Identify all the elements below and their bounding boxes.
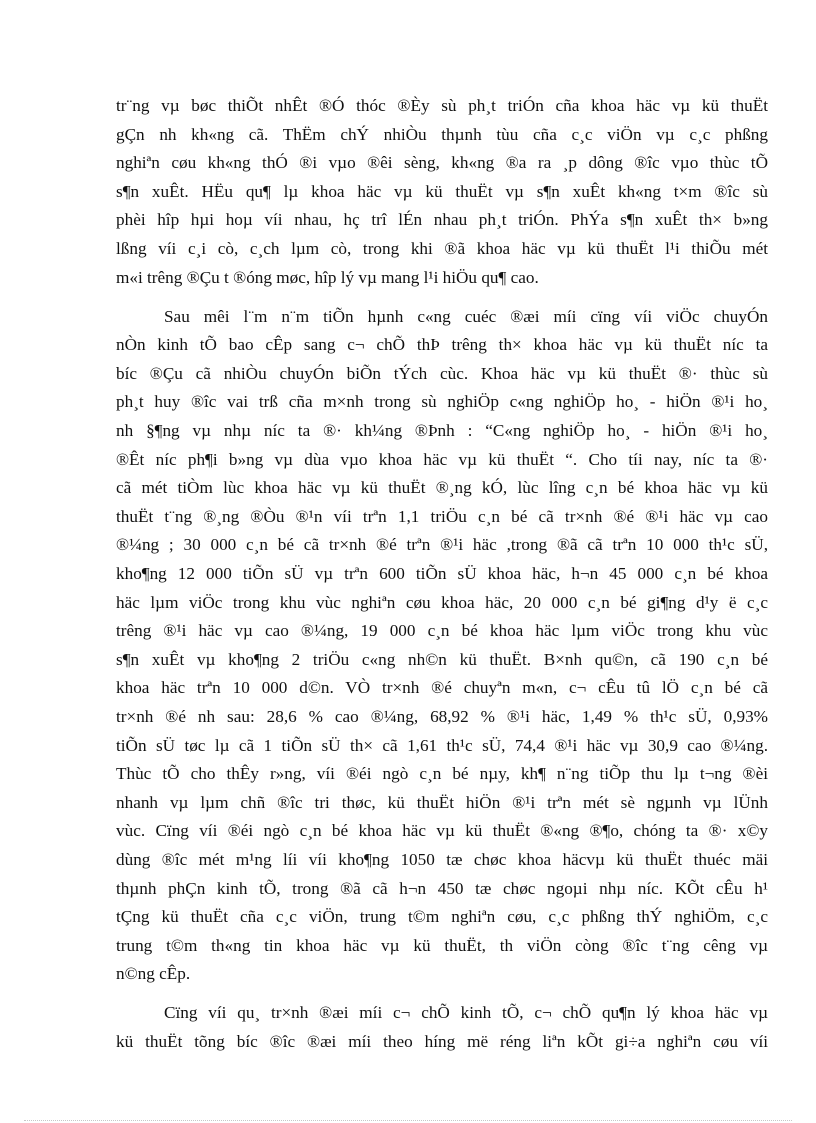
text-line: nghiªn cøu kh«ng thÓ ®i vµo ®êi sèng, kh«ng ®a ra ¸p dông ®îc vµo thùc tÕ (116, 153, 768, 173)
paragraph-2 (116, 303, 768, 989)
text-line: häc lµm viÖc trong khu vùc nghiªn cøu khoa häc, 20 000 c¸n bé gi¶ng d¹y ë c¸c (116, 592, 768, 612)
text-line: kho¶ng 12 000 tiÕn sÜ vµ trªn 600 tiÕn sÜ khoa häc, h¬n 45 000 c¸n bé khoa (116, 564, 768, 583)
text-line: kü thuËt tõng bíc ®îc ®æi míi theo híng më réng liªn kÕt gi÷a nghiªn cøu víi (116, 1032, 768, 1051)
text-line: trêng ®¹i häc vµ cao ®¼ng, 19 000 c¸n bé khoa häc lµm viÖc trong khu vùc (116, 621, 768, 641)
text-line: gÇn nh kh«ng cã. ThËm chÝ nhiÒu thµnh tùu cña c¸c viÖn vµ c¸c phßng (116, 124, 768, 144)
text-line: thµnh phÇn kinh tÕ, trong ®ã cã h¬n 450 tæ chøc ngoµi nhµ níc. KÕt cÊu h¹ (116, 878, 768, 898)
text-line: s¶n xuÊt vµ kho¶ng 2 triÖu c«ng nh©n kü thuËt. B×nh qu©n, cã 190 c¸n bé (116, 649, 768, 669)
text-line: nhanh vµ lµm chñ ®îc tri thøc, kü thuËt hiÖn ®¹i trªn mét sè ngµnh vµ lÜnh (116, 792, 768, 812)
text-line: Sau mêi l¨m n¨m tiÕn hµnh c«ng cuéc ®æi míi cïng víi viÖc chuyÓn (164, 306, 768, 326)
text-line: vùc. Cïng víi ®éi ngò c¸n bé khoa häc vµ kü thuËt ®«ng ®¶o, chóng ta ®· x©y (116, 821, 768, 841)
text-line: bíc ®Çu cã nhiÒu chuyÓn biÕn tÝch cùc. Khoa häc vµ kü thuËt ®· thùc sù (116, 363, 768, 383)
text-line: Thùc tÕ cho thÊy r»ng, víi ®éi ngò c¸n bé nµy, kh¶ n¨ng tiÕp thu lµ t¬ng ®èi (116, 764, 768, 784)
text-line: khoa häc trªn 10 000 d©n. VÒ tr×nh ®é chuyªn m«n, c¬ cÊu tû lÖ c¸n bé cã (116, 678, 768, 698)
text-line: ph¸t huy ®îc vai trß cña m×nh trong sù nghiÖp c«ng nghiÖp ho¸ - hiÖn ®¹i ho¸ (116, 392, 768, 412)
page-bottom-divider (24, 1120, 792, 1121)
text-line: thuËt t¨ng ®¸ng ®Òu ®¹n víi trªn 1,1 triÖu c¸n bé cã tr×nh ®é ®¹i häc vµ cao (116, 506, 768, 526)
text-line: dùng ®îc mét m¹ng líi víi kho¶ng 1050 tæ chøc khoa häcvµ kü thuËt thuéc mäi (116, 849, 768, 869)
text-line: ®¼ng ; 30 000 c¸n bé cã tr×nh ®é trªn ®¹i häc ,trong ®ã cã trªn 10 000 th¹c sÜ, (116, 535, 768, 555)
text-line: nh §¶ng vµ nhµ níc ta ®· kh¼ng ®Þnh : “C«ng nghiÖp ho¸ - hiÖn ®¹i ho¸ (116, 421, 768, 441)
paragraph-3 (116, 999, 768, 1056)
text-line: tÇng kü thuËt cña c¸c viÖn, trung t©m nghiªn cøu, c¸c phßng thÝ nghiÖm, c¸c (116, 907, 768, 927)
text-line: cã mét tiÒm lùc khoa häc vµ kü thuËt ®¸ng kÓ, lùc lîng c¸n bé khoa häc vµ kü (116, 478, 768, 498)
text-line: trung t©m th«ng tin khoa häc vµ kü thuËt, th viÖn còng ®îc t¨ng cêng vµ (116, 935, 768, 955)
text-line: Cïng víi qu¸ tr×nh ®æi míi c¬ chÕ kinh tÕ, c¬ chÕ qu¶n lý khoa häc vµ (164, 1003, 768, 1023)
body-text (116, 92, 768, 1067)
text-line: nÒn kinh tÕ bao cÊp sang c¬ chÕ thÞ trêng th× khoa häc vµ kü thuËt níc ta (116, 335, 768, 355)
text-line: phèi hîp hµi hoµ víi nhau, hç trî lÉn nhau ph¸t triÓn. PhÝa s¶n xuÊt th× b»ng (116, 210, 768, 230)
text-line: lßng víi c¸i cò, c¸ch lµm cò, trong khi ®ã khoa häc vµ kü thuËt l¹i thiÕu mét (116, 238, 768, 258)
paragraph-1 (116, 92, 768, 292)
text-line: tr×nh ®é nh sau: 28,6 % cao ®¼ng, 68,92 % ®¹i häc, 1,49 % th¹c sÜ, 0,93% (116, 706, 768, 726)
text-line: tr¨ng vµ bøc thiÕt nhÊt ®Ó thóc ®Èy sù ph¸t triÓn cña khoa häc vµ kü thuËt (116, 96, 768, 115)
text-line: n©ng cÊp. (116, 964, 191, 984)
text-line: s¶n xuÊt. HËu qu¶ lµ khoa häc vµ kü thuËt vµ s¶n xuÊt kh«ng t×m ®îc sù (116, 181, 768, 201)
text-line: tiÕn sÜ tøc lµ cã 1 tiÕn sÜ th× cã 1,61 th¹c sÜ, 74,4 ®¹i häc vµ 30,9 cao ®¼ng. (116, 735, 768, 755)
text-line: m«i trêng ®Çu t ®óng møc, hîp lý vµ mang l¹i hiÖu qu¶ cao. (116, 267, 539, 287)
text-line: ®Êt níc ph¶i b»ng vµ dùa vµo khoa häc vµ kü thuËt “. Cho tíi nay, níc ta ®· (116, 449, 768, 469)
